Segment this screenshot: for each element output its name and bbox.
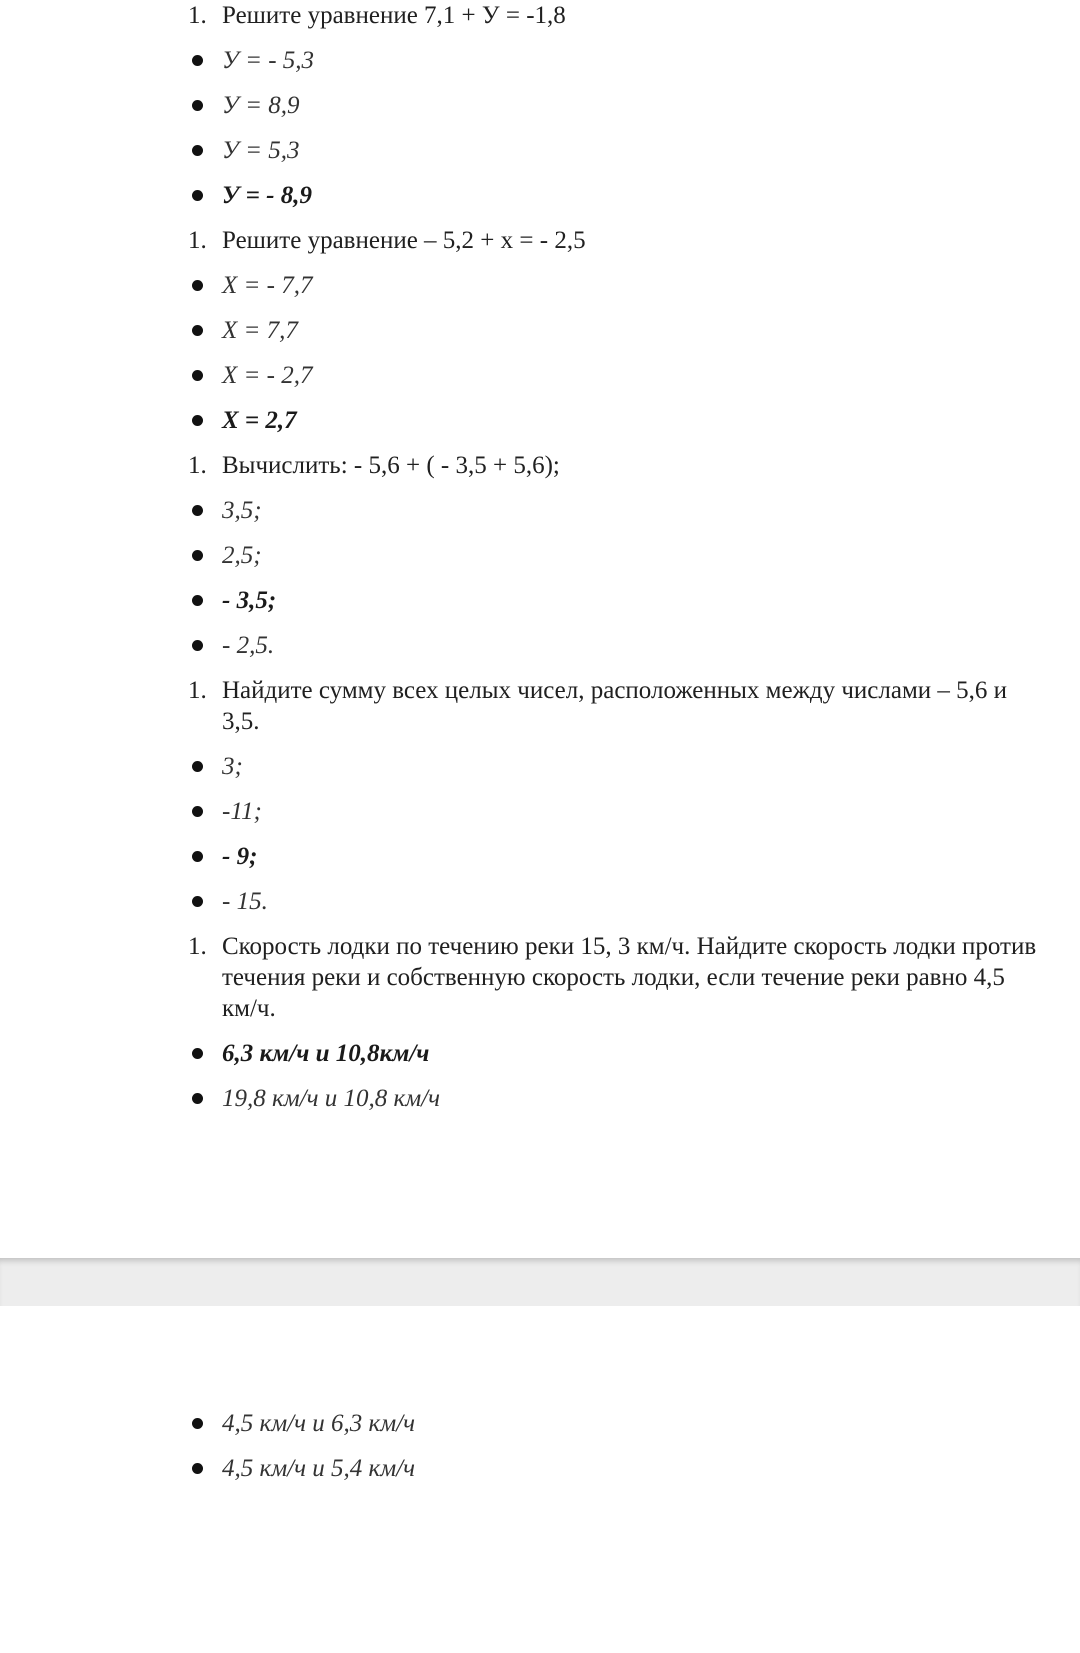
- answer-option: [188, 630, 1038, 661]
- answer-text: 19,8 км/ч и 10,8 км/ч: [222, 1085, 441, 1112]
- answer-text: 2,5;: [222, 542, 262, 569]
- bullet-icon: [192, 100, 203, 111]
- question-text: Решите уравнение 7,1 + У = -1,8: [222, 2, 566, 29]
- bullet-icon: [192, 415, 203, 426]
- answer-option-correct: [188, 841, 1038, 872]
- answer-option: [188, 360, 1038, 391]
- bullet-icon: [192, 55, 203, 66]
- question-1: [188, 0, 1038, 31]
- page-2-content: [188, 1408, 1038, 1498]
- question-text: Найдите сумму всех целых чисел, расположенных между числами – 5,6 и 3,5.: [222, 677, 1008, 735]
- answer-text: Х = 7,7: [222, 317, 298, 344]
- answer-option-correct: [188, 180, 1038, 211]
- bullet-icon: [192, 505, 203, 516]
- answer-option-correct: [188, 1038, 1038, 1069]
- answer-text: У = - 5,3: [222, 47, 315, 74]
- question-2: [188, 225, 1038, 256]
- answer-list-4: [188, 751, 1038, 917]
- answer-list-3: [188, 495, 1038, 661]
- bullet-icon: [192, 370, 203, 381]
- answer-text: - 15.: [222, 888, 268, 915]
- question-number: 1.: [188, 2, 207, 29]
- question-number: 1.: [188, 227, 207, 254]
- answer-text: Х = 2,7: [222, 407, 297, 434]
- bullet-icon: [192, 190, 203, 201]
- answer-option: [188, 886, 1038, 917]
- answer-text: 3,5;: [222, 497, 262, 524]
- answer-option-correct: [188, 585, 1038, 616]
- answer-text: 6,3 км/ч и 10,8км/ч: [222, 1040, 430, 1067]
- answer-option: [188, 1083, 1038, 1114]
- answer-list-1: [188, 45, 1038, 211]
- answer-option: [188, 1408, 1038, 1439]
- bullet-icon: [192, 550, 203, 561]
- answer-text: - 9;: [222, 843, 258, 870]
- answer-text: 4,5 км/ч и 5,4 км/ч: [222, 1455, 416, 1482]
- answer-text: У = 8,9: [222, 92, 300, 119]
- bullet-icon: [192, 280, 203, 291]
- answer-text: -11;: [222, 798, 262, 825]
- question-number: 1.: [188, 677, 207, 704]
- question-5: [188, 931, 1038, 1024]
- question-number: 1.: [188, 452, 207, 479]
- answer-option: [188, 90, 1038, 121]
- answer-text: 3;: [222, 753, 243, 780]
- answer-option: [188, 796, 1038, 827]
- answer-option: [188, 1453, 1038, 1484]
- question-text: Решите уравнение – 5,2 + х = - 2,5: [222, 227, 586, 254]
- answer-option: [188, 45, 1038, 76]
- bullet-icon: [192, 761, 203, 772]
- bullet-icon: [192, 145, 203, 156]
- bullet-icon: [192, 1093, 203, 1104]
- answer-option: [188, 751, 1038, 782]
- answer-text: - 3,5;: [222, 587, 277, 614]
- bullet-icon: [192, 806, 203, 817]
- answer-option-correct: [188, 405, 1038, 436]
- answer-text: 4,5 км/ч и 6,3 км/ч: [222, 1410, 416, 1437]
- question-number: 1.: [188, 933, 207, 960]
- bullet-icon: [192, 1418, 203, 1429]
- page-1-content: [188, 0, 1038, 1128]
- answer-option: [188, 315, 1038, 346]
- question-3: [188, 450, 1038, 481]
- answer-list-5-continued: [188, 1408, 1038, 1484]
- bullet-icon: [192, 595, 203, 606]
- question-text: Скорость лодки по течению реки 15, 3 км/ч. Найдите скорость лодки против течения реки и собственную скорость лодки, если течение реки равно 4,5 км/ч.: [222, 933, 1037, 1022]
- answer-text: Х = - 2,7: [222, 362, 313, 389]
- answer-option: [188, 540, 1038, 571]
- answer-option: [188, 135, 1038, 166]
- answer-list-5: [188, 1038, 1038, 1114]
- question-text: Вычислить: - 5,6 + ( - 3,5 + 5,6);: [222, 452, 560, 479]
- answer-text: У = - 8,9: [222, 182, 312, 209]
- answer-option: [188, 270, 1038, 301]
- bullet-icon: [192, 1463, 203, 1474]
- bullet-icon: [192, 896, 203, 907]
- bullet-icon: [192, 640, 203, 651]
- question-4: [188, 675, 1038, 737]
- bullet-icon: [192, 851, 203, 862]
- bullet-icon: [192, 325, 203, 336]
- answer-option: [188, 495, 1038, 526]
- answer-text: - 2,5.: [222, 632, 275, 659]
- document-page-2: [0, 1306, 1080, 1653]
- answer-text: У = 5,3: [222, 137, 300, 164]
- bullet-icon: [192, 1048, 203, 1059]
- answer-list-2: [188, 270, 1038, 436]
- page-separator: [0, 1258, 1080, 1307]
- answer-text: Х = - 7,7: [222, 272, 313, 299]
